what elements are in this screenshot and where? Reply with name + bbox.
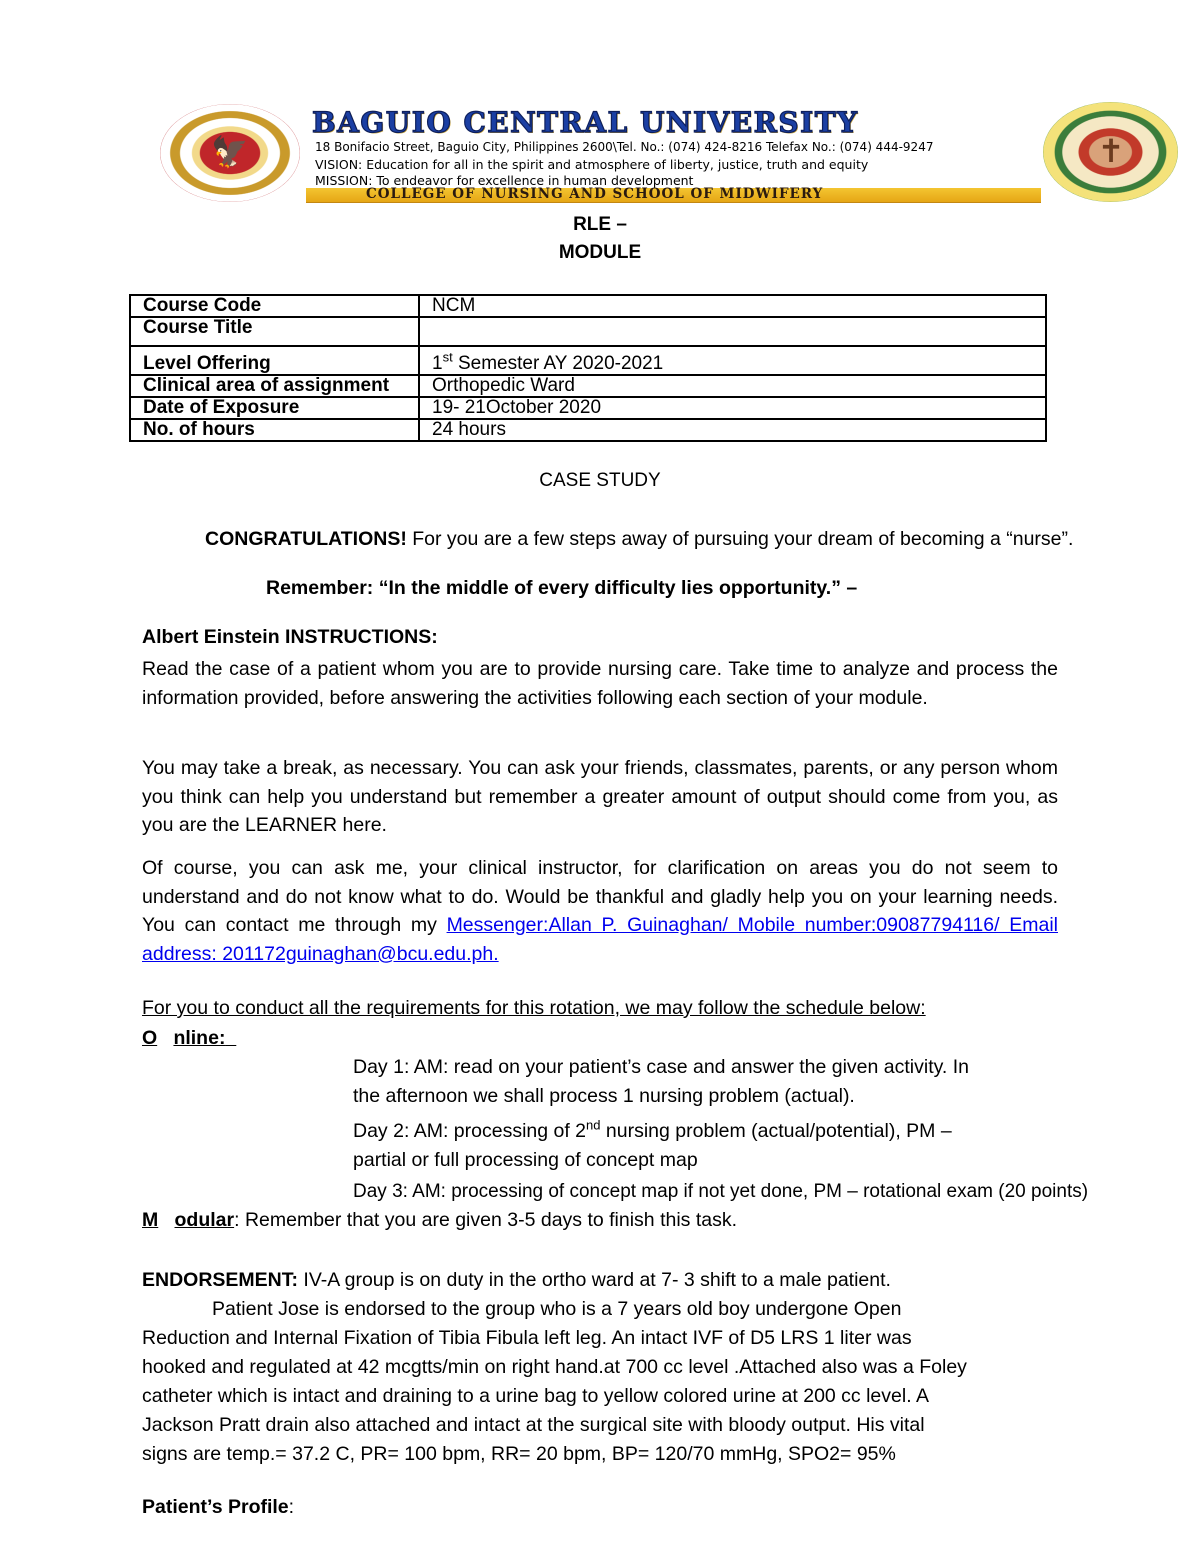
course-code-label: Course Code — [130, 295, 419, 317]
endorsement-text-1: IV-A group is on duty in the ortho ward at 7- 3 shift to a male patient. — [298, 1269, 891, 1291]
endorsement-line-4: hooked and regulated at 42 mcgtts/min on right hand.at 700 cc level .Attached also was a Foley — [142, 1356, 967, 1378]
mission-statement: MISSION: To endeavor for excellence in human development — [315, 173, 694, 188]
level-offering-label: Level Offering — [130, 346, 419, 375]
endorsement-line-7: signs are temp.= 37.2 C, PR= 100 bpm, RR= 20 bpm, BP= 120/70 mmHg, SPO2= 95% — [142, 1443, 896, 1465]
paragraph-3-text: Of course, you can ask me, your clinical instructor, for clarification on areas you do not seem to understand and do not know what to do. Would be thankful and gladly help you on your learning needs. You can contact me through my — [142, 857, 1058, 937]
hours-label: No. of hours — [130, 419, 419, 441]
patient-profile-colon: : — [288, 1496, 295, 1518]
modular-line — [142, 1209, 737, 1232]
eagle-icon: 🦅 — [211, 135, 249, 170]
patient-profile-heading — [142, 1496, 294, 1519]
endorsement-line-3: Reduction and Internal Fixation of Tibia Fibula left leg. An intact IVF of D5 LRS 1 liter was — [142, 1327, 912, 1349]
instructions-paragraph-2: You may take a break, as necessary. You can ask your friends, classmates, parents, or any person whom you think can help you understand but remember a greater amount of output should come from you, as you are the LEARNER here. — [142, 757, 1058, 837]
hours-value: 24 hours — [419, 419, 1046, 441]
modular-text: : Remember that you are given 3-5 days to finish this task. — [234, 1209, 738, 1231]
table-row — [130, 295, 1046, 317]
online-heading — [142, 1027, 236, 1050]
college-name: COLLEGE OF NURSING AND SCHOOL OF MIDWIFERY — [366, 186, 824, 202]
case-study-heading: CASE STUDY — [539, 470, 661, 491]
endorsement-line-6: Jackson Pratt drain also attached and intact at the surgical site with bloody output. His vital — [142, 1414, 925, 1436]
instructions-heading: Albert Einstein INSTRUCTIONS: — [142, 626, 438, 648]
schedule-day-2 — [353, 1117, 952, 1175]
congratulations-line — [205, 528, 1073, 551]
table-row — [130, 375, 1046, 397]
modular-label: odular — [174, 1209, 235, 1231]
table-row — [130, 346, 1046, 375]
table-row — [130, 419, 1046, 441]
day-2-line-2: partial or full processing of concept map — [353, 1149, 698, 1171]
college-banner — [306, 188, 1041, 203]
online-initial: O — [142, 1027, 158, 1049]
university-address: 18 Bonifacio Street, Baguio City, Philippines 2600\Tel. No.: (074) 424-8216 Telefax No.: (074) 444-9247 — [315, 140, 934, 154]
university-seal-logo — [160, 104, 300, 202]
day-2-suffix: nd — [586, 1117, 601, 1133]
schedule-day-3: Day 3: AM: processing of concept map if not yet done, PM – rotational exam (20 points) — [353, 1181, 1089, 1202]
letterhead — [160, 100, 1180, 210]
day-2-text: Day 2: AM: processing of 2 — [353, 1120, 587, 1142]
clinical-area-value: Orthopedic Ward — [419, 375, 1046, 397]
contact-info-link[interactable]: Messenger:Allan P. Guinaghan/ Mobile number:09087794116/ Email address: 201172guinaghan@bcu.edu.ph. — [142, 914, 1058, 965]
patient-profile-label: Patient’s Profile — [142, 1496, 289, 1518]
table-row — [130, 397, 1046, 419]
day-1-line-1: Day 1: AM: read on your patient’s case and answer the given activity. In — [353, 1056, 970, 1078]
level-offering-value — [419, 346, 1046, 375]
clinical-area-label: Clinical area of assignment — [130, 375, 419, 397]
schedule-intro: For you to conduct all the requirements for this rotation, we may follow the schedule below: — [142, 997, 926, 1019]
day-1-line-2: the afternoon we shall process 1 nursing problem (actual). — [353, 1085, 855, 1107]
level-offering-text: Semester AY 2020-2021 — [452, 353, 664, 374]
table-row — [130, 317, 1046, 346]
day-2-line-1 — [353, 1117, 952, 1146]
college-seal-logo — [1043, 102, 1178, 202]
day-2-text-rest: nursing problem (actual/potential), PM – — [600, 1120, 952, 1142]
university-name: BAGUIO CENTRAL UNIVERSITY — [312, 106, 859, 139]
course-title-label: Course Title — [130, 317, 419, 346]
course-code-value: NCM — [419, 295, 1046, 317]
course-info-table — [129, 294, 1047, 442]
title-line-1: RLE – — [573, 214, 627, 235]
course-title-value — [419, 317, 1046, 346]
level-offering-number: 1 — [432, 353, 443, 374]
instructions-paragraph-3 — [142, 854, 1058, 968]
modular-initial: M — [142, 1209, 159, 1231]
endorsement-label: ENDORSEMENT: — [142, 1269, 299, 1291]
congratulations-text: For you are a few steps away of pursuing your dream of becoming a “nurse”. — [406, 528, 1074, 550]
vision-statement: VISION: Education for all in the spirit and atmosphere of liberty, justice, truth and equity — [315, 157, 869, 172]
online-label: nline: — [173, 1027, 226, 1049]
schedule-day-1 — [353, 1053, 969, 1111]
congratulations-bold: CONGRATULATIONS! — [205, 528, 407, 550]
date-of-exposure-label: Date of Exposure — [130, 397, 419, 419]
quote-line: Remember: “In the middle of every difficulty lies opportunity.” – — [266, 577, 858, 599]
date-of-exposure-value: 19- 21October 2020 — [419, 397, 1046, 419]
endorsement-block — [142, 1266, 967, 1469]
madonna-icon: ✝ — [1097, 132, 1125, 170]
instructions-paragraph-1: Read the case of a patient whom you are to provide nursing care. Take time to analyze and process the information provided, before answering the activities following each section of your module. — [142, 658, 1058, 709]
endorsement-line-5: catheter which is intact and draining to a urine bag to yellow colored urine at 200 cc level. A — [142, 1385, 929, 1407]
endorsement-line-1 — [142, 1266, 967, 1295]
title-line-2: MODULE — [558, 242, 642, 263]
endorsement-line-2: Patient Jose is endorsed to the group who is a 7 years old boy undergone Open — [212, 1298, 902, 1320]
level-offering-suffix: st — [442, 349, 453, 365]
